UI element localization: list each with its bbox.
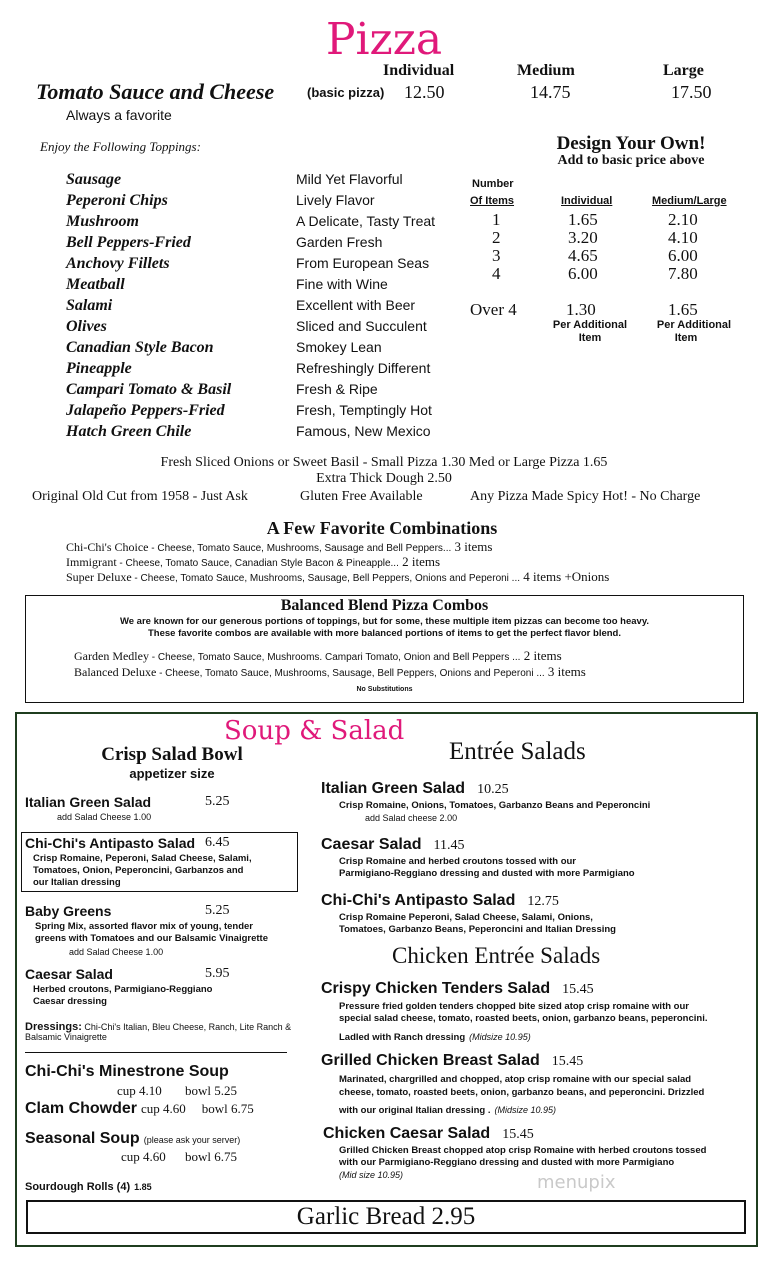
entree-price: 11.45	[433, 838, 465, 853]
balanced-desc: - Cheese, Tomato Sauce, Mushrooms, Sausage, Bell Peppers, Onions and Peperoni ...	[156, 668, 545, 679]
balanced-line-1: We are known for our generous portions of toppings, but for some, these multiple item pizzas can become too heavy.	[119, 616, 650, 627]
small-antipasto: Chi-Chi's Antipasto Salad	[25, 835, 196, 851]
balanced-name: Garden Medley	[74, 649, 149, 663]
baby-greens-desc-2: greens with Tomatoes and our Balsamic Vinaigrette	[35, 933, 268, 944]
combos-title: A Few Favorite Combinations	[266, 518, 498, 538]
chicken-desc: Grilled Chicken Breast chopped atop crisp Romaine with herbed croutons tossed	[339, 1145, 707, 1156]
topping-desc: Lively Flavor	[296, 192, 375, 208]
col-large: Large	[663, 62, 704, 79]
clam-chowder: Clam Chowder	[25, 1100, 138, 1117]
entree-title: Entrée Salads	[449, 738, 586, 765]
chicken-desc: with our original Italian dressing .	[339, 1105, 491, 1116]
topping-desc: Excellent with Beer	[296, 297, 416, 313]
entree-price: 10.25	[477, 782, 509, 797]
topping-name: Mushroom	[66, 213, 139, 230]
chicken-row	[321, 980, 594, 998]
basic-pizza-name: Tomato Sauce and Cheese	[36, 79, 275, 104]
divider	[25, 1052, 287, 1053]
combo-row	[66, 569, 609, 585]
chicken-desc: cheese, tomato, roasted beets, onion, garbanzo beans, and peperoncini. Drizzled	[339, 1087, 705, 1098]
balanced-name: Balanced Deluxe	[74, 665, 157, 679]
entree-price: 12.75	[527, 894, 559, 909]
topping-desc: Mild Yet Flavorful	[296, 171, 403, 187]
design-row-ml: 2.10	[668, 210, 698, 229]
design-row-ml: 4.10	[668, 228, 698, 247]
baby-greens-desc-1: Spring Mix, assorted flavor mix of young, tender	[35, 921, 254, 932]
watermark: menupix	[537, 1172, 616, 1193]
entree-name: Italian Green Salad	[321, 780, 466, 797]
topping-name: Bell Peppers-Fried	[66, 234, 191, 251]
entree-desc: Parmigiano-Reggiano dressing and dusted with more Parmigiano	[339, 868, 635, 879]
combo-desc: - Cheese, Tomato Sauce, Mushrooms, Sausage, Bell Peppers, Onions and Peperoni ...	[131, 573, 521, 584]
design-row-n: 2	[492, 228, 501, 247]
seasonal-bowl: bowl 6.75	[185, 1149, 237, 1164]
entree-note: add Salad cheese 2.00	[365, 813, 458, 823]
combo-desc: - Cheese, Tomato Sauce, Mushrooms, Sausage and Bell Peppers...	[148, 543, 452, 554]
design-row-n: 3	[492, 246, 501, 265]
topping-name: Salami	[66, 297, 113, 314]
enjoy-toppings: Enjoy the Following Toppings:	[40, 139, 201, 154]
balanced-desc: - Cheese, Tomato Sauce, Mushrooms. Campari Tomato, Onion and Bell Peppers ...	[148, 652, 521, 663]
combo-count: 3 items	[451, 539, 493, 554]
baby-greens: Baby Greens	[25, 903, 112, 919]
combo-name: Super Deluxe	[66, 570, 132, 584]
topping-name: Campari Tomato & Basil	[66, 381, 232, 398]
design-over: Over 4	[470, 300, 517, 319]
chicken-name: Grilled Chicken Breast Salad	[321, 1052, 540, 1069]
chicken-name: Chicken Caesar Salad	[323, 1125, 491, 1142]
chicken-desc: special salad cheese, tomato, roasted beets, onion, garbanzo beans, peperoncini.	[339, 1013, 708, 1024]
basic-price-medium: 14.75	[530, 82, 571, 102]
combo-desc: - Cheese, Tomato Sauce, Canadian Style Bacon & Pineapple...	[116, 558, 399, 569]
chicken-price: 15.45	[562, 982, 594, 997]
topping-name: Hatch Green Chile	[66, 423, 192, 440]
dressings-list-2: Balsamic Vinaigrette	[25, 1032, 107, 1042]
balanced-line-2: These favorite combos are available with more balanced portions of items to get the perfect flavor blend.	[147, 628, 621, 639]
extras-gluten-free: Gluten Free Available	[300, 489, 423, 504]
entree-desc: Crisp Romaine Peperoni, Salad Cheese, Salami, Onions,	[339, 912, 593, 923]
entree-row	[321, 836, 465, 854]
combo-name: Immigrant	[66, 555, 117, 569]
chicken-title: Chicken Entrée Salads	[392, 943, 601, 968]
design-over-ml: 1.65	[668, 300, 698, 319]
chicken-price: 15.45	[502, 1127, 534, 1142]
chicken-name: Crispy Chicken Tenders Salad	[321, 980, 551, 997]
balanced-row	[74, 663, 586, 681]
garlic-bread: Garlic Bread 2.95	[296, 1203, 476, 1230]
design-row-n: 4	[492, 264, 501, 283]
small-caesar: Caesar Salad	[25, 966, 113, 982]
design-head-medlarge: Medium/Large	[652, 195, 727, 207]
per-item-ml: Item	[674, 332, 698, 344]
design-row-n: 1	[492, 210, 501, 229]
small-italian-green-price: 5.25	[205, 794, 230, 809]
balanced-count: 3 items	[544, 664, 586, 679]
per-additional-ind: Per Additional	[552, 319, 628, 331]
no-substitutions: No Substitutions	[356, 686, 413, 693]
topping-name: Canadian Style Bacon	[66, 339, 214, 356]
topping-name: Pineapple	[66, 360, 132, 377]
pizza-title: Pizza	[325, 14, 443, 65]
soup-salad-title: Soup & Salad	[224, 716, 405, 746]
small-antipasto-desc-3: our Italian dressing	[33, 877, 121, 888]
small-italian-green-note: add Salad Cheese 1.00	[57, 812, 152, 822]
clam-chowder-cup: cup 4.60	[141, 1101, 186, 1116]
chicken-midsize: (Mid size 10.95)	[339, 1170, 404, 1180]
small-italian-green: Italian Green Salad	[25, 794, 152, 810]
minestrone-bowl: bowl 5.25	[185, 1083, 237, 1098]
topping-name: Peperoni Chips	[66, 192, 168, 209]
chicken-desc: Marinated, chargrilled and chopped, atop crisp romaine with our special salad	[339, 1074, 692, 1085]
topping-desc: Fresh & Ripe	[296, 381, 378, 397]
balanced-blend-box	[25, 595, 744, 703]
topping-desc: From European Seas	[296, 255, 430, 271]
entree-name: Caesar Salad	[321, 836, 422, 853]
col-medium: Medium	[517, 62, 575, 79]
topping-desc: Refreshingly Different	[296, 360, 431, 376]
seasonal-soup-row	[25, 1130, 240, 1148]
design-subtitle: Add to basic price above	[557, 153, 705, 168]
combo-count: 4 items +Onions	[520, 569, 610, 584]
topping-desc: Sliced and Succulent	[296, 318, 427, 334]
entree-desc: Tomatoes, Garbanzo Beans, Peperoncini and Italian Dressing	[339, 924, 616, 935]
basic-price-large: 17.50	[671, 82, 712, 102]
topping-desc: A Delicate, Tasty Treat	[296, 213, 436, 229]
combo-row	[66, 539, 492, 555]
design-row-ml: 6.00	[668, 246, 698, 265]
chicken-row	[323, 1125, 534, 1143]
chicken-midsize: (Midsize 10.95)	[494, 1105, 557, 1115]
entree-desc: Crisp Romaine and herbed croutons tossed with our	[339, 856, 576, 867]
chicken-desc: with our Parmigiano-Reggiano dressing and dusted with more Parmigiano	[339, 1157, 675, 1168]
balanced-count: 2 items	[520, 648, 562, 663]
sourdough-rolls: Sourdough Rolls (4)	[25, 1181, 131, 1193]
combo-name: Chi-Chi's Choice	[66, 540, 149, 554]
crisp-salad-sub: appetizer size	[129, 766, 215, 781]
topping-name: Sausage	[66, 171, 122, 188]
basic-pizza-note: (basic pizza)	[307, 85, 385, 100]
topping-desc: Fine with Wine	[296, 276, 388, 292]
combo-row	[66, 554, 440, 570]
chicken-price: 15.45	[551, 1054, 584, 1069]
topping-desc: Smokey Lean	[296, 339, 382, 355]
seasonal-note: (please ask your server)	[143, 1135, 241, 1145]
design-row-ind: 4.65	[568, 246, 598, 265]
chicken-desc: Pressure fried golden tenders chopped bite sized atop crisp romaine with our	[339, 1001, 689, 1012]
topping-desc: Famous, New Mexico	[296, 423, 431, 439]
entree-row	[321, 780, 509, 798]
chicken-desc-row	[339, 1027, 531, 1045]
design-row-ind: 1.65	[568, 210, 598, 229]
seasonal-cup: cup 4.60	[121, 1149, 166, 1164]
design-over-ind: 1.30	[566, 300, 596, 319]
topping-name: Anchovy Fillets	[66, 255, 170, 272]
topping-name: Meatball	[66, 276, 125, 293]
extras-line-1	[0, 455, 768, 471]
minestrone-cup: cup 4.10	[117, 1083, 162, 1098]
sourdough-price: 1.85	[134, 1182, 152, 1192]
topping-name: Jalapeño Peppers-Fried	[66, 402, 225, 419]
extras-onions: Fresh Sliced Onions or Sweet Basil - Small Pizza 1.30 Med or Large Pizza 1.65	[160, 455, 608, 470]
design-head-number: Number	[472, 178, 514, 190]
chicken-midsize: (Midsize 10.95)	[469, 1032, 531, 1042]
entree-row	[321, 892, 559, 910]
small-caesar-price: 5.95	[205, 966, 230, 981]
design-head-individual: Individual	[561, 195, 613, 207]
balanced-title: Balanced Blend Pizza Combos	[280, 597, 489, 614]
per-additional-ml: Per Additional	[656, 319, 732, 331]
baby-greens-note: add Salad Cheese 1.00	[69, 947, 164, 957]
entree-desc: Crisp Romaine, Onions, Tomatoes, Garbanzo Beans and Peperoncini	[339, 800, 651, 811]
small-antipasto-price: 6.45	[205, 835, 230, 850]
small-caesar-desc-2: Caesar dressing	[33, 996, 107, 1007]
minestrone-soup: Chi-Chi's Minestrone Soup	[25, 1063, 229, 1080]
combo-count: 2 items	[398, 554, 441, 569]
chicken-desc-row	[339, 1100, 556, 1118]
small-antipasto-desc-2: Tomatoes, Onion, Peperoncini, Garbanzos and	[33, 865, 244, 876]
toppings-list	[0, 171, 440, 451]
seasonal-soup: Seasonal Soup	[25, 1130, 140, 1147]
design-head-items: Of Items	[470, 195, 515, 207]
extras-old-cut: Original Old Cut from 1958 - Just Ask	[32, 489, 248, 504]
chicken-desc: Ladled with Ranch dressing	[339, 1032, 466, 1043]
design-row-ml: 7.80	[668, 264, 698, 283]
garlic-bread-box	[26, 1200, 746, 1234]
topping-name: Olives	[66, 318, 107, 335]
design-row-ind: 3.20	[568, 228, 598, 247]
basic-price-individual: 12.50	[404, 82, 445, 102]
small-antipasto-desc-1: Crisp Romaine, Peperoni, Salad Cheese, Salami,	[33, 853, 252, 864]
clam-chowder-bowl: bowl 6.75	[201, 1101, 254, 1116]
topping-desc: Garden Fresh	[296, 234, 383, 250]
soup-salad-box	[15, 712, 758, 1247]
baby-greens-price: 5.25	[205, 903, 230, 918]
extras-spicy: Any Pizza Made Spicy Hot! - No Charge	[470, 489, 701, 504]
design-row-ind: 6.00	[568, 264, 598, 283]
per-item-ind: Item	[578, 332, 602, 344]
col-individual: Individual	[383, 62, 455, 79]
design-title: Design Your Own!	[556, 133, 706, 154]
dressings-list-1: Chi-Chi's Italian, Bleu Cheese, Ranch, Lite Ranch &	[81, 1022, 292, 1032]
crisp-salad-title: Crisp Salad Bowl	[101, 744, 243, 765]
small-caesar-desc-1: Herbed croutons, Parmigiano-Reggiano	[33, 984, 213, 995]
always-favorite: Always a favorite	[66, 107, 172, 123]
extras-line-2: Extra Thick Dough 2.50	[316, 471, 452, 486]
dressings-label: Dressings:	[25, 1021, 82, 1033]
topping-desc: Fresh, Temptingly Hot	[296, 402, 432, 418]
chicken-row	[321, 1052, 583, 1070]
clam-chowder-row	[25, 1100, 254, 1118]
entree-name: Chi-Chi's Antipasto Salad	[321, 892, 516, 909]
sourdough-row	[25, 1177, 152, 1195]
